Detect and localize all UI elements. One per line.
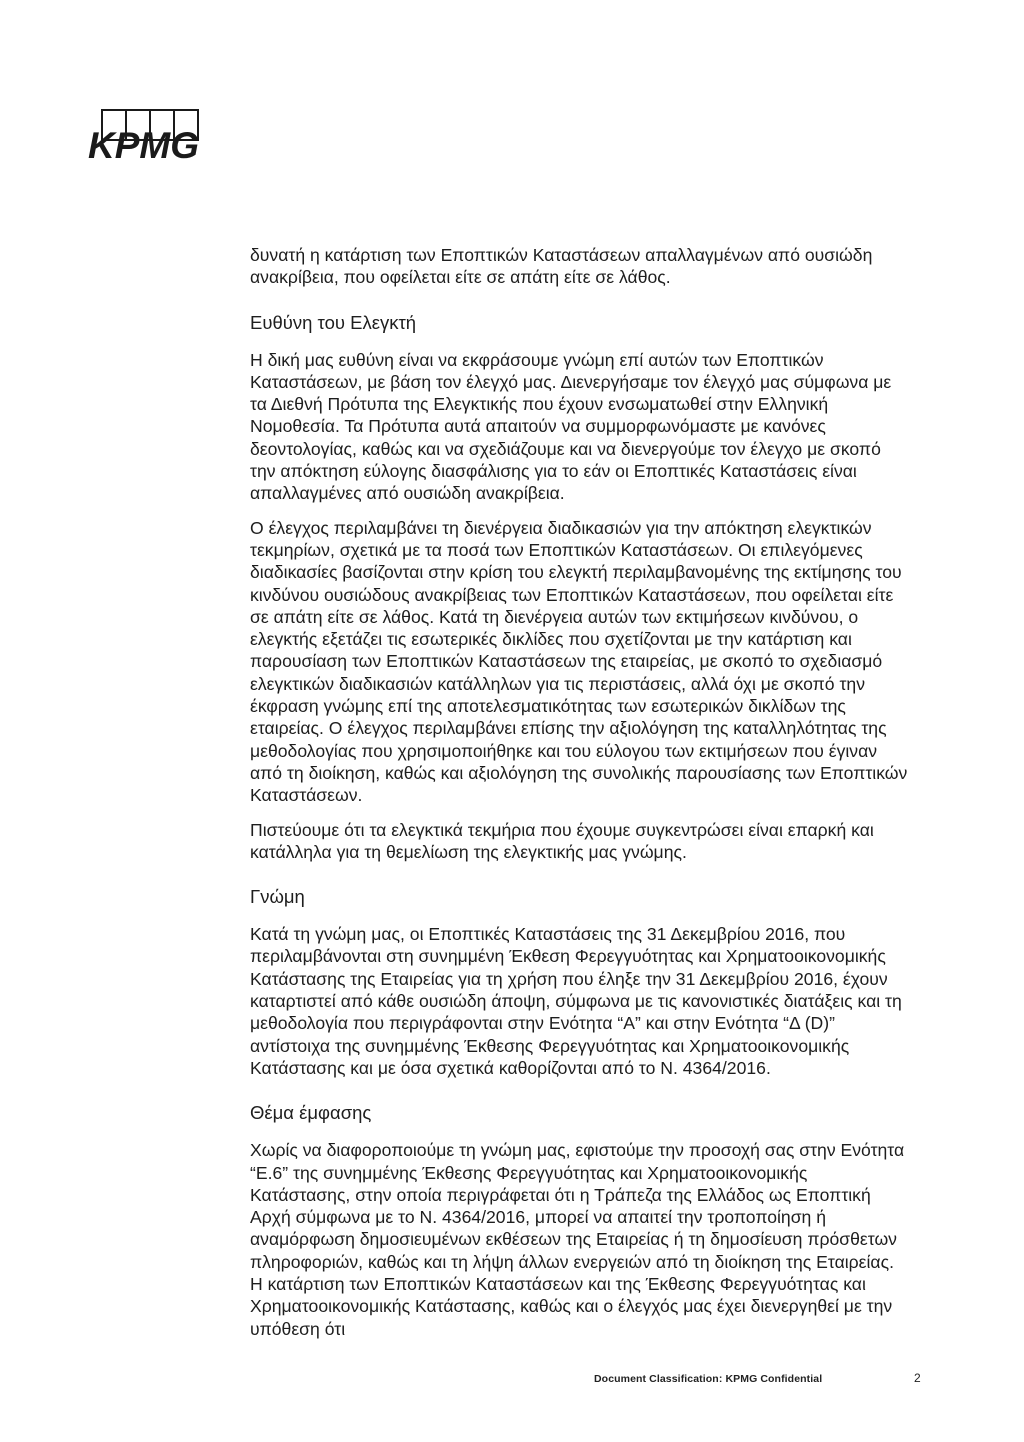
heading-opinion: Γνώμη	[250, 886, 305, 908]
kpmg-logo	[88, 108, 224, 162]
page-number: 2	[914, 1371, 921, 1385]
paragraph-intro: δυνατή η κατάρτιση των Εποπτικών Καταστάσεων απαλλαγμένων από ουσιώδη ανακρίβεια, που οφείλεται είτε σε απάτη είτε σε λάθος.	[250, 245, 873, 288]
document-classification: Document Classification: KPMG Confidential	[594, 1373, 823, 1385]
paragraph-emphasis: Χωρίς να διαφοροποιούμε τη γνώμη μας, εφιστούμε την προσοχή σας στην Ενότητα “Ε.6” της συνημμένης Έκθεσης Φερεγγυότητας και Χρηματοοικονομικής Κατάστασης, στην οποία περιγράφεται ότι η Τράπεζα της Ελλάδος ως Εποπτική Αρχή σύμφωνα με το Ν. 4364/2016, μπορεί να απαιτεί την τροποποίηση ή αναμόρφωση δημοσιευμένων εκθέσεων της Εταιρείας ή τη δημοσίευση πρόσθετων πληροφοριών, καθώς και τη λήψη άλλων ενεργειών από τη διοίκηση της Εταιρείας. Η κατάρτιση των Εποπτικών Καταστάσεων και της Έκθεσης Φερεγγυότητας και Χρηματοοικονομικής Κατάστασης, καθώς και ο έλεγχός μας έχει διενεργηθεί με την υπόθεση ότι	[250, 1140, 905, 1339]
paragraph-evidence: Πιστεύουμε ότι τα ελεγκτικά τεκμήρια που έχουμε συγκεντρώσει είναι επαρκή και κατάλληλα για τη θεμελίωση της ελεγκτικής μας γνώμης.	[250, 819, 874, 862]
heading-auditor-responsibility: Ευθύνη του Ελεγκτή	[250, 311, 417, 333]
paragraph-audit-procedures: Ο έλεγχος περιλαμβάνει τη διενέργεια διαδικασιών για την απόκτηση ελεγκτικών τεκμηρίων, σχετικά με τα ποσά των Εποπτικών Καταστάσεων. Οι επιλεγόμενες διαδικασίες βασίζονται στην κρίση του ελεγκτή περιλαμβανομένης της εκτίμησης του κινδύνου ουσιώδους ανακρίβειας των Εποπτικών Καταστάσεων, που οφείλεται είτε σε απάτη είτε σε λάθος. Κατά τη διενέργεια αυτών των εκτιμήσεων κινδύνου, ο ελεγκτής εξετάζει τις εσωτερικές δικλίδες που σχετίζονται με την κατάρτιση και παρουσίαση των Εποπτικών Καταστάσεων της εταιρείας, με σκοπό το σχεδιασμό ελεγκτικών διαδικασιών κατάλληλων για τις περιστάσεις, αλλά όχι με σκοπό την έκφραση γνώμης επί της αποτελεσματικότητας των εσωτερικών δικλίδων της εταιρείας. Ο έλεγχος περιλαμβάνει επίσης την αξιολόγηση της καταλληλότητας της μεθοδολογίας που χρησιμοποιήθηκε και του εύλογου των εκτιμήσεων που έγιναν από τη διοίκηση, καθώς και αξιολόγηση της συνολικής παρουσίασης των Εποπτικών Καταστάσεων.	[250, 517, 908, 806]
logo-text: KPMG	[88, 125, 199, 162]
paragraph-opinion: Κατά τη γνώμη μας, οι Εποπτικές Καταστάσεις της 31 Δεκεμβρίου 2016, που περιλαμβάνονται στη συνημμένη Έκθεση Φερεγγυότητας και Χρηματοοικονομικής Κατάστασης της Εταιρείας για τη χρήση που έληξε την 31 Δεκεμβρίου 2016, έχουν καταρτιστεί από κάθε ουσιώδη άποψη, σύμφωνα με τις κανονιστικές διατάξεις και τη μεθοδολογία που περιγράφονται στην Ενότητα “Α” και στην Ενότητα “Δ (D)” αντίστοιχα της συνημμένης Έκθεσης Φερεγγυότητας και Χρηματοοικονομικής Κατάστασης και με όσα σχετικά καθορίζονται από το Ν. 4364/2016.	[250, 924, 902, 1078]
paragraph-responsibility: Η δική μας ευθύνη είναι να εκφράσουμε γνώμη επί αυτών των Εποπτικών Καταστάσεων, με βάση τον έλεγχό μας. Διενεργήσαμε τον έλεγχό μας σύμφωνα με τα Διεθνή Πρότυπα της Ελεγκτικής που έχουν ενσωματωθεί στην Ελληνική Νομοθεσία. Τα Πρότυπα αυτά απαιτούν να συμμορφωνόμαστε με κανόνες δεοντολογίας, καθώς και να σχεδιάζουμε και να διενεργούμε τον έλεγχο με σκοπό την απόκτηση εύλογης διασφάλισης για το εάν οι Εποπτικές Καταστάσεις είναι απαλλαγμένες από ουσιώδη ανακρίβεια.	[250, 349, 892, 504]
document-body	[250, 244, 910, 1352]
heading-emphasis: Θέμα έμφασης	[250, 1102, 372, 1124]
